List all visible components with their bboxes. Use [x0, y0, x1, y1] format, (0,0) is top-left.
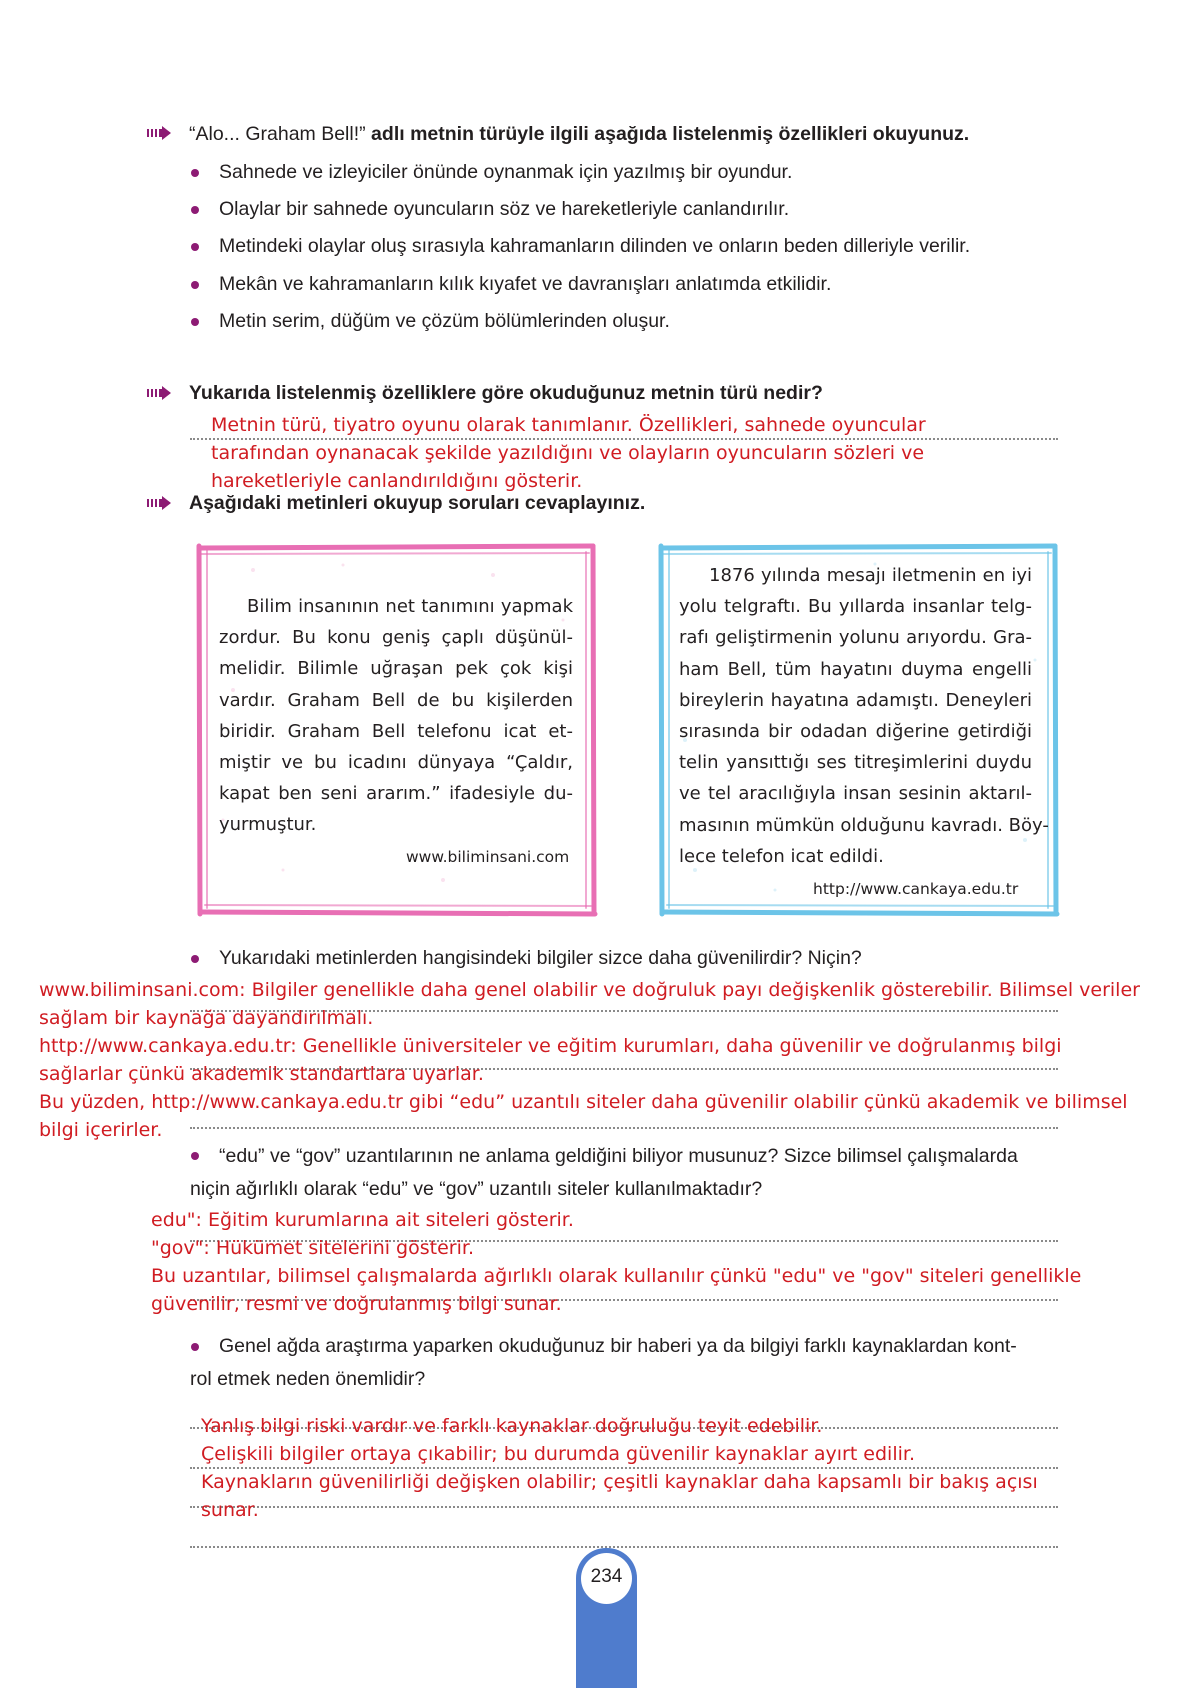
text-line: yolu telgraftı. Bu yıllarda insanlar telg-: [679, 596, 1032, 618]
bullet-icon: [191, 318, 199, 326]
answer-line-text: Bu uzantılar, bilimsel çalışmalarda ağırlıklı olarak kullanılır çünkü "edu" ve "gov" siteleri genellikle: [151, 1265, 1082, 1287]
text-line: yurmuştur.: [219, 814, 317, 836]
question-1: [189, 123, 969, 146]
answer-2[interactable]: [211, 411, 926, 495]
text-line: Bilim insanının net tanımını yapmak: [247, 596, 573, 617]
list-item: Olaylar bir sahnede oyuncuların söz ve hareketleriyle canlandırılır.: [219, 198, 790, 220]
answer-line-text: www.biliminsani.com: Bilgiler genellikle daha genel olabilir ve doğruluk payı değişkenlik gösterebilir. Bilimsel veriler: [39, 979, 1140, 1001]
question-2: Yukarıda listelenmiş özelliklere göre okuduğunuz metnin türü nedir?: [189, 382, 823, 404]
arrow-icon: [147, 126, 171, 140]
arrow-icon: [147, 386, 171, 400]
list-item: Metindeki olaylar oluş sırasıyla kahramanların dilinden ve onların beden dilleriyle verilir.: [219, 235, 971, 257]
text-line: rafı geliştirmenin yolunu arıyordu. Gra-: [679, 627, 1032, 649]
answer-line-text: bilgi içerirler.: [39, 1119, 163, 1141]
text-line: masının mümkün olduğunu kavradı. Böy-: [679, 814, 1049, 836]
answer-line-text: sağlam bir kaynağa dayandırılmalı.: [39, 1007, 374, 1029]
text-line: 1876 yılında mesajı iletmenin en iyi: [709, 565, 1032, 586]
text-line: miştir ve bu icadını dünyaya “Çaldır,: [219, 752, 573, 774]
question-line: “edu” ve “gov” uzantılarının ne anlama geldiğini biliyor musunuz? Sizce bilimsel çalışmalarda: [219, 1145, 1018, 1167]
answer-sub-1[interactable]: [39, 976, 1140, 1144]
question-3: Aşağıdaki metinleri okuyup soruları cevaplayınız.: [189, 492, 646, 514]
left-text: [219, 591, 573, 841]
text-line: ve tel aracılığıyla insan sesinin aktarıl-: [679, 783, 1032, 805]
answer-line-text: sağlarlar çünkü akademik standartlara uyarlar.: [39, 1063, 484, 1085]
list-item: Mekân ve kahramanların kılık kıyafet ve davranışları anlatımda etkilidir.: [219, 273, 832, 295]
text-line: melidir. Bilimle uğraşan pek çok kişi: [219, 658, 573, 680]
list-item: Metin serim, düğüm ve çözüm bölümlerinden oluşur.: [219, 310, 670, 332]
answer-sub-2[interactable]: [151, 1206, 1081, 1318]
source-link-left[interactable]: www.biliminsani.com: [406, 848, 570, 866]
sub-question-3: [190, 1330, 1017, 1396]
question-1-title: “Alo... Graham Bell!”: [189, 123, 366, 145]
bullet-icon: [191, 955, 199, 963]
source-link-right[interactable]: http://www.cankaya.edu.tr: [813, 880, 1019, 898]
answer-line-text: Kaynakların güvenilirliği değişken olabilir; çeşitli kaynaklar daha kapsamlı bir bakış açısı: [201, 1471, 1038, 1493]
text-line: ham Bell, tüm hayatını duyma engelli: [679, 658, 1032, 680]
answer-line-text: Yanlış bilgi riski vardır ve farklı kaynaklar doğruluğu teyit edebilir.: [201, 1415, 823, 1437]
answer-line: [190, 1546, 1058, 1548]
text-line: sırasında bir odadan diğerine getirdiği: [679, 721, 1032, 743]
text-line: kapat ben seni ararım.” ifadesiyle du-: [219, 783, 573, 805]
text-line: vardır. Graham Bell de bu kişilerden: [219, 689, 573, 711]
bullet-icon: [191, 281, 199, 289]
sub-question-1: Yukarıdaki metinlerden hangisindeki bilgiler sizce daha güvenilirdir? Niçin?: [219, 947, 862, 969]
answer-line-text: Metnin türü, tiyatro oyunu olarak tanımlanır. Özellikleri, sahnede oyuncular: [211, 414, 926, 436]
answer-line-text: "gov": Hükümet sitelerini gösterir.: [151, 1237, 474, 1259]
answer-line-text: http://www.cankaya.edu.tr: Genellikle üniversiteler ve eğitim kurumları, daha güvenilir ve doğrulanmış bilgi: [39, 1035, 1062, 1057]
list-item: Sahnede ve izleyiciler önünde oynanmak için yazılmış bir oyundur.: [219, 161, 793, 183]
question-line: rol etmek neden önemlidir?: [190, 1368, 426, 1390]
answer-line-text: hareketleriyle canlandırıldığını gösterir.: [211, 470, 583, 492]
page-number: 234: [590, 1566, 623, 1587]
bullet-icon: [191, 206, 199, 214]
right-text: [679, 560, 1049, 872]
answer-line-text: sunar.: [201, 1499, 259, 1521]
bullet-icon: [191, 169, 199, 177]
question-1-text: adlı metnin türüyle ilgili aşağıda listelenmiş özellikleri okuyunuz.: [365, 123, 970, 145]
answer-line-text: edu": Eğitim kurumlarına ait siteleri gösterir.: [151, 1209, 574, 1231]
bullet-icon: [191, 243, 199, 251]
answer-line-text: Çelişkili bilgiler ortaya çıkabilir; bu durumda güvenilir kaynaklar ayırt edilir.: [201, 1443, 916, 1465]
text-line: zordur. Bu konu geniş çaplı düşünül-: [219, 627, 573, 649]
sub-question-2: [190, 1140, 1018, 1206]
answer-sub-3[interactable]: [201, 1412, 1038, 1524]
text-line: bireylerin hayatına adamıştı. Deneyleri: [679, 689, 1032, 711]
question-line: Genel ağda araştırma yaparken okuduğunuz bir haberi ya da bilgiyi farklı kaynaklardan kont-: [219, 1335, 1017, 1357]
text-line: lece telefon icat edildi.: [679, 845, 884, 867]
text-line: biridir. Graham Bell telefonu icat et-: [219, 720, 573, 742]
text-line: telin yansıttığı ses titreşimlerini duydu: [679, 752, 1032, 774]
answer-line-text: Bu yüzden, http://www.cankaya.edu.tr gibi “edu” uzantılı siteler daha güvenilir olabilir çünkü akademik ve bilimsel: [39, 1091, 1128, 1113]
answer-line-text: güvenilir, resmi ve doğrulanmış bilgi sunar.: [151, 1293, 562, 1315]
question-line: niçin ağırlıklı olarak “edu” ve “gov” uzantılı siteler kullanılmaktadır?: [190, 1178, 763, 1200]
answer-line-text: tarafından oynanacak şekilde yazıldığını ve olayların oyuncuların sözleri ve: [211, 442, 925, 464]
arrow-icon: [147, 496, 171, 510]
